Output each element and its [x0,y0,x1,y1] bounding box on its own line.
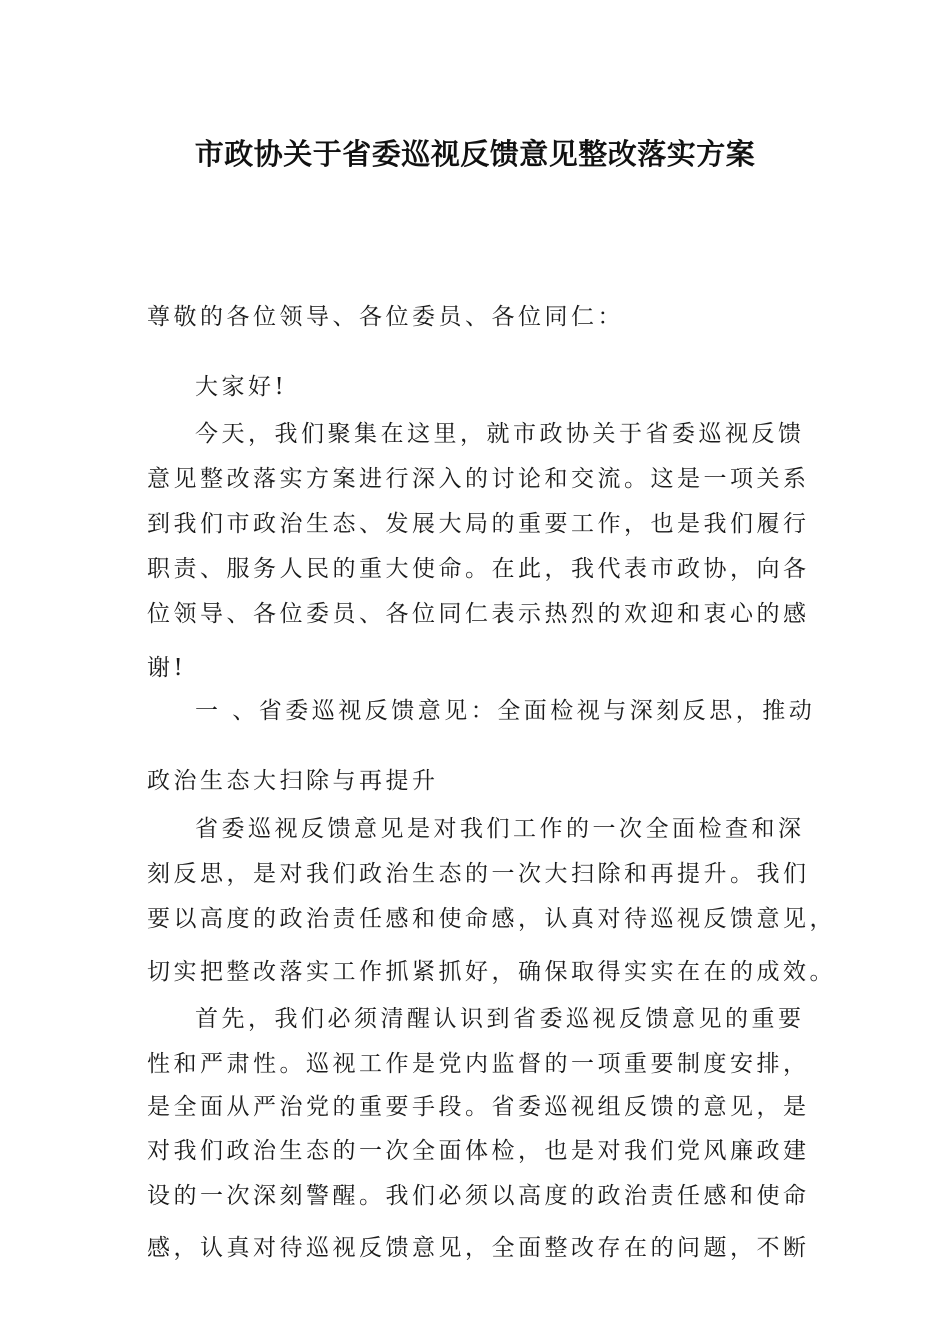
greeting-line: 大家好! [195,374,288,400]
paragraph-line: 首先，我们必须清醒认识到省委巡视反馈意见的重要 [195,1006,805,1032]
paragraph-line: 省委巡视反馈意见是对我们工作的一次全面检查和深 [195,816,805,842]
paragraph-line: 性和严肃性。巡视工作是党内监督的一项重要制度安排， [147,1051,810,1077]
paragraph-line: 职责、服务人民的重大使命。在此，我代表市政协，向各 [147,556,810,582]
paragraph-line: 今天，我们聚集在这里，就市政协关于省委巡视反馈 [195,421,805,447]
paragraph-line: 谢! [147,655,187,681]
paragraph-line: 位领导、各位委员、各位同仁表示热烈的欢迎和衷心的感 [147,601,810,627]
paragraph-line: 到我们市政治生态、发展大局的重要工作，也是我们履行 [147,511,810,537]
paragraph-line: 设的一次深刻警醒。我们必须以高度的政治责任感和使命 [147,1183,810,1209]
paragraph-line: 刻反思，是对我们政治生态的一次大扫除和再提升。我们 [147,861,810,887]
section-heading-line: 政治生态大扫除与再提升 [147,768,439,794]
paragraph-line: 对我们政治生态的一次全面体检，也是对我们党风廉政建 [147,1138,810,1164]
paragraph-line: 要以高度的政治责任感和使命感，认真对待巡视反馈意见， [147,906,836,932]
paragraph-line: 意见整改落实方案进行深入的讨论和交流。这是一项关系 [147,466,810,492]
salutation-line: 尊敬的各位领导、各位委员、各位同仁： [147,304,624,330]
document-title: 市政协关于省委巡视反馈意见整改落实方案 [194,137,756,171]
paragraph-line: 感，认真对待巡视反馈意见，全面整改存在的问题，不断 [147,1235,810,1261]
paragraph-line: 是全面从严治党的重要手段。省委巡视组反馈的意见，是 [147,1094,810,1120]
paragraph-line: 切实把整改落实工作抓紧抓好，确保取得实实在在的成效。 [147,959,836,985]
section-heading-line: 一 、省委巡视反馈意见：全面检视与深刻反思，推动 [195,698,816,724]
